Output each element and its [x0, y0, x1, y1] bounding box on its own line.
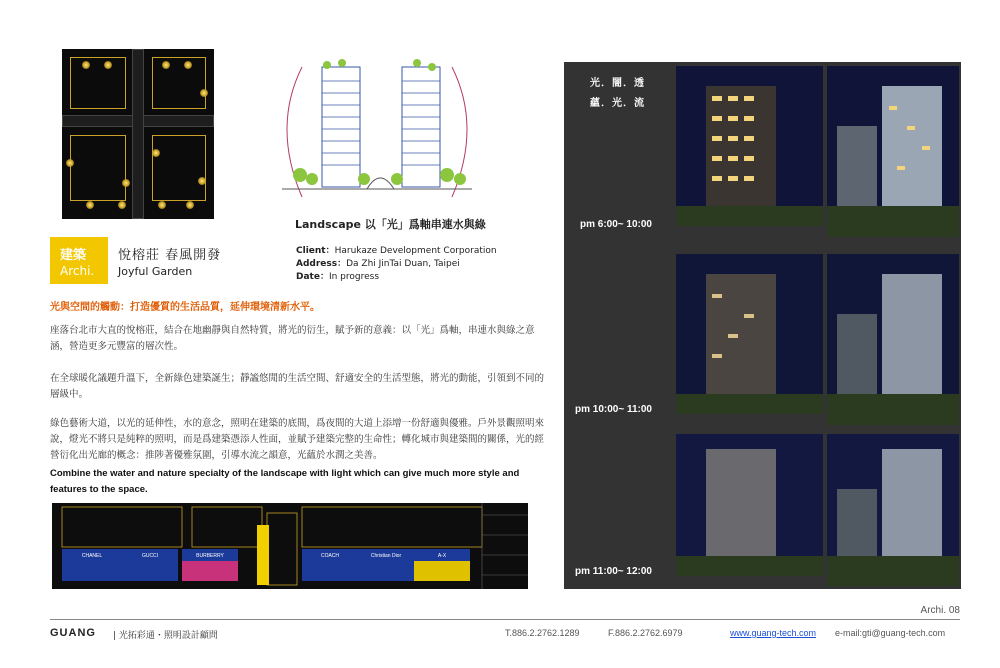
store-sign: Christian Dior [370, 553, 402, 559]
render-6pm-right [827, 66, 959, 237]
category-zh: 建築 [60, 248, 87, 263]
render-6pm-left [676, 66, 823, 237]
paragraph-english: Combine the water and nature specialty of the landscape with light which can give much more style and features to the space. [50, 468, 520, 495]
paragraph-3: 綠色藝術大道，以光的延伸性，水的意念，照明在建築的底間，爲夜間的大道上添增一份舒適與優雅。戶外景觀照明來說，燈光不將只是純粹的照明，而是爲建築憑添人性面，並賦予建築完整的生命性；轉化城市與建築間的關係，光的經營衍化出光廊的概念：推陟著優雅氛圍，引導水流之韻意，光蘊於水潤之美善。 [50, 418, 545, 461]
date-row [296, 271, 497, 284]
project-info [296, 245, 497, 284]
company-logo: GUANG [50, 627, 96, 639]
address-label: Address： [296, 259, 347, 269]
address-value: Da Zhi JinTai Duan, Taipei [346, 259, 460, 269]
headline: 光與空間的觸動：打造優質的生活品質，延伸環境清新水平。 [50, 302, 320, 313]
client-value: Harukaze Development Corporation [334, 246, 497, 256]
slogan-line-1: 光．闇．透 [590, 78, 645, 89]
date-value: In progress [328, 272, 380, 282]
category-badge [50, 237, 108, 284]
date-label: Date： [296, 272, 329, 282]
storefront-elevation [52, 503, 528, 589]
site-plan-image [62, 49, 214, 219]
paragraph-1: 座落台北市大直的悅榕莊，結合在地幽靜與自然特質，將光的衍生，賦予新的意義：以「光」爲軸，串連水與綠之意涵，營造更多元豐富的層次性。 [50, 325, 535, 352]
category-en: Archi. [60, 264, 95, 278]
store-sign: A-X [437, 553, 447, 559]
render-10pm-right [827, 254, 959, 425]
footer-divider [50, 619, 960, 620]
store-sign: CHANEL [81, 553, 103, 559]
project-title-en: Joyful Garden [118, 265, 193, 278]
client-row [296, 245, 497, 258]
time-label-2: pm 10:00~ 11:00 [575, 404, 652, 415]
footer-email: e-mail:gti@guang-tech.com [835, 628, 946, 638]
footer-phone: T.886.2.2762.1289 [505, 628, 580, 638]
store-sign: COACH [320, 553, 340, 559]
time-label-1: pm 6:00~ 10:00 [580, 219, 652, 230]
render-11pm-left [676, 434, 823, 586]
website-link[interactable]: www.guang-tech.com [730, 628, 817, 638]
paragraph-2: 在全球暖化議題升溫下，全新綠色建築誕生；靜謐悠閒的生活空間、舒適安全的生活型態，將光的動能，引領到不同的層級中。 [50, 373, 545, 400]
render-11pm-right [827, 434, 959, 586]
project-title-zh: 悅榕莊 春風開發 [118, 248, 222, 263]
footer-fax: F.886.2.2762.6979 [608, 628, 683, 638]
store-sign: BURBERRY [196, 553, 224, 559]
address-row [296, 258, 497, 271]
company-name: | 光拓彩通・照明設計顧問 [113, 631, 218, 641]
store-sign: GUCCI [141, 553, 159, 559]
slogan-line-2: 蘊．光．流 [590, 98, 645, 109]
landscape-sketch [272, 47, 482, 217]
render-10pm-left [676, 254, 823, 425]
client-label: Client： [296, 246, 335, 256]
time-label-3: pm 11:00~ 12:00 [575, 566, 652, 577]
page-number: Archi. 08 [920, 605, 960, 616]
sketch-caption: Landscape 以「光」爲軸串連水與綠 [295, 218, 486, 231]
